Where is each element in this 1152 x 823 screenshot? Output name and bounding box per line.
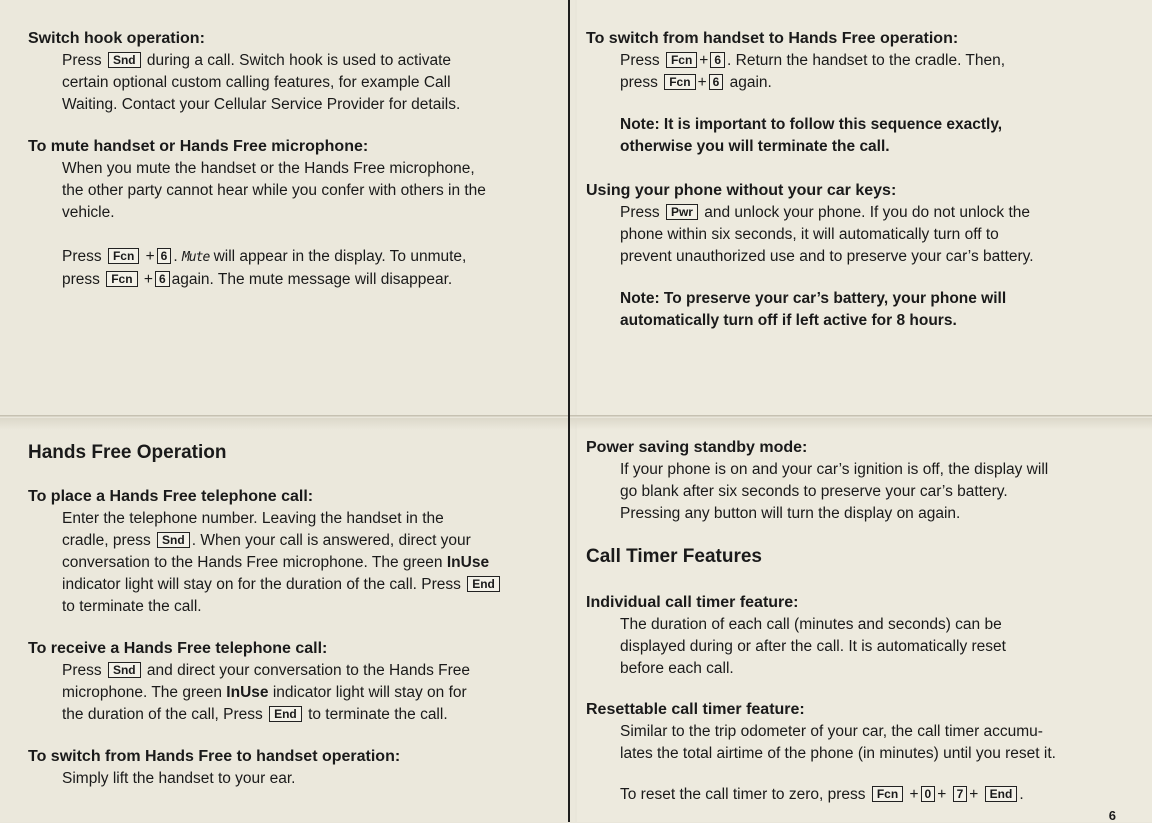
body-text: go blank after six seconds to preserve your car’s battery. <box>620 483 1008 500</box>
mute-display-text: Mute <box>181 250 210 265</box>
body-text: press Fcn + 6 again. The mute message will disappear. <box>62 271 453 288</box>
body-text: certain optional custom calling features, for example Call <box>62 74 451 91</box>
section-heading: Using your phone without your car keys: <box>586 182 897 199</box>
no-car-keys-section <box>586 180 1126 268</box>
section-heading: Resettable call timer feature: <box>586 701 805 718</box>
switch-to-hands-free-section <box>586 28 1126 94</box>
snd-key: Snd <box>108 52 141 68</box>
body-text: press Fcn + 6 again. <box>620 74 772 91</box>
body-text: If your phone is on and your car’s ignition is off, the display will <box>620 461 1049 478</box>
section-heading: To place a Hands Free telephone call: <box>28 488 314 505</box>
body-text: the other party cannot hear while you confer with others in the <box>62 182 486 199</box>
body-text: vehicle. <box>62 204 115 221</box>
body-text: The duration of each call (minutes and seconds) can be <box>620 616 1002 633</box>
body-text: before each call. <box>620 660 734 677</box>
body-text: indicator light will stay on for the duration of the call. Press End <box>28 574 563 596</box>
page-fold-shadow <box>0 418 1152 430</box>
section-heading: To switch from handset to Hands Free operation: <box>586 30 959 47</box>
body-text: Waiting. Contact your Cellular Service Provider for details. <box>62 96 461 113</box>
body-text: microphone. The green InUse indicator light will stay on for <box>62 684 467 701</box>
hands-free-title <box>28 441 558 465</box>
body-text: prevent unauthorized use and to preserve your car’s battery. <box>620 248 1034 265</box>
page-number: 6 <box>1108 808 1116 823</box>
six-key: 6 <box>709 74 724 90</box>
receive-call-section <box>28 638 563 726</box>
switch-hook-section <box>28 28 558 116</box>
section-heading: Power saving standby mode: <box>586 439 808 456</box>
body-text: Press Fcn + 6 . Return the handset to the cradle. Then, <box>620 52 1006 69</box>
fcn-key: Fcn <box>108 248 139 264</box>
six-key: 6 <box>157 248 172 264</box>
body-text: Pressing any button will turn the display on again. <box>620 505 961 522</box>
end-key: End <box>269 706 302 722</box>
note-text: automatically turn off if left active for 8 hours. <box>620 312 957 329</box>
place-call-section <box>28 486 563 618</box>
body-text: Press Pwr and unlock your phone. If you do not unlock the <box>620 204 1030 221</box>
end-key: End <box>985 786 1018 802</box>
inuse-label: InUse <box>226 684 269 701</box>
body-text: Similar to the trip odometer of your car, the call timer accumu- <box>620 723 1043 740</box>
note-text: Note: To preserve your car’s battery, your phone will <box>620 290 1007 307</box>
fcn-key: Fcn <box>106 271 137 287</box>
mute-section <box>28 136 558 291</box>
section-heading: Switch hook operation: <box>28 30 205 47</box>
snd-key: Snd <box>157 532 190 548</box>
page-title: Hands Free Operation <box>28 442 227 463</box>
body-text: Press Snd during a call. Switch hook is used to activate <box>62 52 452 69</box>
resettable-timer-section <box>586 699 1131 806</box>
body-text: When you mute the handset or the Hands Free microphone, <box>62 160 475 177</box>
section-heading: To receive a Hands Free telephone call: <box>28 640 328 657</box>
note-text: otherwise you will terminate the call. <box>620 138 890 155</box>
body-text: To reset the call timer to zero, press Fcn + 0 + 7 + End . <box>620 786 1024 803</box>
body-text: cradle, press Snd . When your call is answered, direct your <box>62 532 471 549</box>
body-text: Press Snd and direct your conversation to the Hands Free <box>62 662 471 679</box>
body-text: the duration of the call, Press End to terminate the call. <box>62 706 448 723</box>
fcn-key: Fcn <box>664 74 695 90</box>
body-text: displayed during or after the call. It is automatically reset <box>620 638 1006 655</box>
seven-key: 7 <box>953 786 968 802</box>
switch-to-handset-section <box>28 746 563 790</box>
pwr-key: Pwr <box>666 204 698 220</box>
body-text: phone within six seconds, it will automatically turn off to <box>620 226 999 243</box>
section-heading: To switch from Hands Free to handset operation: <box>28 748 401 765</box>
section-heading: To mute handset or Hands Free microphone: <box>28 138 369 155</box>
body-text: lates the total airtime of the phone (in minutes) until you reset it. <box>620 745 1056 762</box>
page-title: Call Timer Features <box>586 546 763 567</box>
section-heading: Individual call timer feature: <box>586 594 799 611</box>
individual-timer-section <box>586 592 1131 680</box>
zero-key: 0 <box>921 786 936 802</box>
note-text: Note: It is important to follow this sequence exactly, <box>620 116 1003 133</box>
fcn-key: Fcn <box>666 52 697 68</box>
note-sequence <box>586 114 1126 158</box>
page-spine <box>568 0 570 822</box>
body-text: conversation to the Hands Free microphone. The green InUse <box>62 554 490 571</box>
end-key: End <box>467 576 500 592</box>
standby-section <box>586 437 1131 525</box>
fcn-key: Fcn <box>872 786 903 802</box>
inuse-label: InUse <box>446 554 490 571</box>
six-key: 6 <box>710 52 725 68</box>
note-battery <box>586 288 1126 332</box>
snd-key: Snd <box>108 662 141 678</box>
body-text: Enter the telephone number. Leaving the handset in the <box>62 510 444 527</box>
six-key: 6 <box>155 271 170 287</box>
call-timer-title <box>586 545 1131 569</box>
body-text: Simply lift the handset to your ear. <box>62 770 296 787</box>
body-text: to terminate the call. <box>62 598 202 615</box>
body-text: Press Fcn + 6 . Mute will appear in the display. To unmute, <box>62 248 467 265</box>
